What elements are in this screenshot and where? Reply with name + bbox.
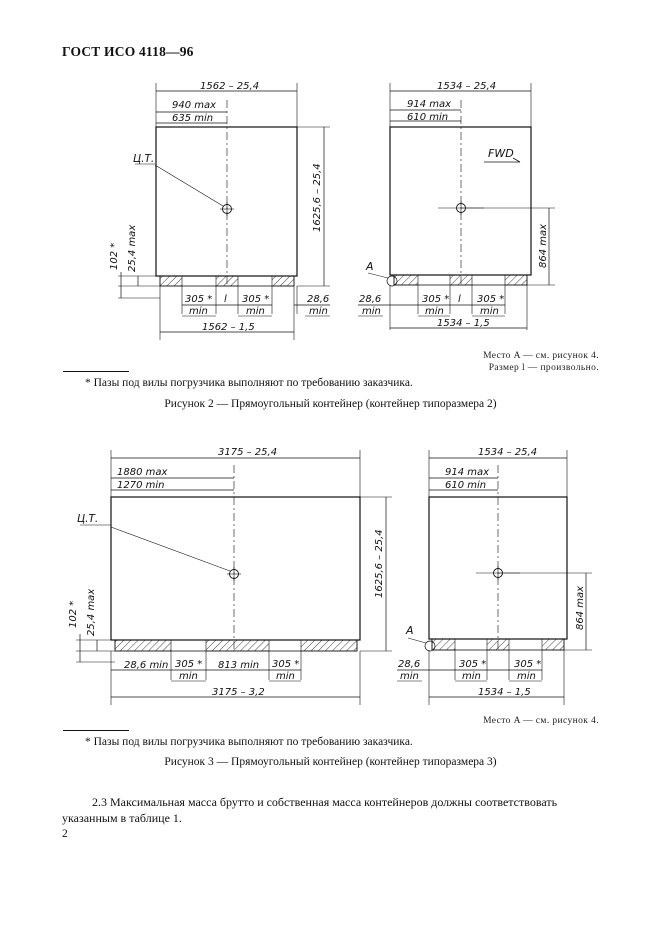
fig3r-end-min: min <box>400 671 419 682</box>
fig2r-offset-min: 610 min <box>407 112 449 123</box>
fig3-note-1: Место A — см. рисунок 4. <box>483 716 599 726</box>
fig2l-overall-width: 1562 – 25,4 <box>200 81 260 92</box>
page-number: 2 <box>62 828 68 840</box>
fig2-footnote-rule <box>63 371 129 372</box>
fig2l-end-offset: 28,6 <box>307 294 330 305</box>
fig3l-pocket-a: 305 * <box>175 659 203 670</box>
fig2-caption: Рисунок 2 — Прямоугольный контейнер (контейнер типоразмера 2) <box>164 398 497 410</box>
fig3r-base-width: 1534 – 1,5 <box>478 687 531 698</box>
fig3-footnote-rule <box>63 730 129 731</box>
fig3r-offset-max: 914 max <box>445 467 490 478</box>
fig2r-pocket-min-b: min <box>480 306 499 317</box>
fig3l-fork-clearance: 25,4 max <box>86 588 97 636</box>
fig2r-overall-width: 1534 – 25,4 <box>437 81 497 92</box>
section-paragraph: 2.3 Максимальная масса брутто и собственная масса контейнеров должны соответствовать указанным в таблице 1. <box>62 795 558 825</box>
fig3l-pocket-min-b: min <box>276 671 295 682</box>
fig2l-offset-min: 635 min <box>172 113 214 124</box>
fig3-left-view <box>68 447 392 705</box>
fig3l-offset-min: 1270 min <box>117 480 165 491</box>
fig2r-end-offset: 28,6 <box>359 294 382 305</box>
fig2r-base-width: 1534 – 1,5 <box>437 318 490 329</box>
fig2l-pocket-min-b: min <box>246 306 265 317</box>
fig3r-height-max: 864 max <box>575 585 586 630</box>
fig2r-l-label: l <box>458 294 461 305</box>
fig2r-offset-max: 914 max <box>407 99 452 110</box>
fig2-note-1: Место A — см. рисунок 4. <box>483 351 599 361</box>
fig3r-pocket-min-a: min <box>462 671 481 682</box>
fig3l-fork-height: 102 * <box>68 600 79 628</box>
fig2-footnote: * Пазы под вилы погрузчика выполняют по требованию заказчика. <box>85 377 413 389</box>
fig3-caption: Рисунок 3 — Прямоугольный контейнер (контейнер типоразмера 3) <box>164 756 497 768</box>
fig3l-base-width: 3175 – 3,2 <box>212 687 265 698</box>
fig2-right-view <box>358 81 555 330</box>
fig3l-center-width: 813 min <box>218 660 260 671</box>
fig2l-cg-label: Ц.Т. <box>133 153 155 165</box>
fig2r-detail-a: A <box>366 260 374 273</box>
fig2l-offset-max: 940 max <box>172 100 217 111</box>
fig3l-overall-width: 3175 – 25,4 <box>218 447 278 458</box>
fig3l-height: 1625,6 – 25,4 <box>374 529 385 598</box>
fig3r-pocket-b: 305 * <box>514 659 542 670</box>
document-header: ГОСТ ИСО 4118—96 <box>62 44 194 59</box>
fig3-right-view <box>397 447 592 705</box>
fig3l-pocket-min-a: min <box>179 671 198 682</box>
fig2l-end-min: min <box>309 306 328 317</box>
fig2r-end-min: min <box>362 306 381 317</box>
fig3r-detail-a: A <box>406 624 414 637</box>
fig3l-end-offset: 28,6 min <box>124 660 169 671</box>
fig2l-pocket-b: 305 * <box>242 294 270 305</box>
fig2l-pocket-min-a: min <box>189 306 208 317</box>
fig2r-pocket-min-a: min <box>425 306 444 317</box>
fig3r-pocket-min-b: min <box>517 671 536 682</box>
fig3l-offset-max: 1880 max <box>117 467 168 478</box>
fig3r-end-offset: 28,6 <box>398 659 421 670</box>
fig2r-pocket-b: 305 * <box>477 294 505 305</box>
fig2-left-view <box>109 81 330 340</box>
fig2l-height: 1625,6 – 25,4 <box>312 163 323 232</box>
fig2l-fork-clearance: 25,4 max <box>127 224 138 272</box>
fig3r-pocket-a: 305 * <box>459 659 487 670</box>
fig3-footnote: * Пазы под вилы погрузчика выполняют по требованию заказчика. <box>85 736 413 748</box>
fig2r-height-max: 864 max <box>538 223 549 268</box>
fig2-note-2: Размер l — произвольно. <box>488 363 599 373</box>
fig2l-base-width: 1562 – 1,5 <box>202 322 255 333</box>
fig2r-pocket-a: 305 * <box>422 294 450 305</box>
fig2l-fork-height: 102 * <box>109 242 120 270</box>
fig3r-overall-width: 1534 – 25,4 <box>478 447 538 458</box>
fig2l-l-label: l <box>224 294 227 305</box>
fig3r-offset-min: 610 min <box>445 480 487 491</box>
fig3l-pocket-b: 305 * <box>272 659 300 670</box>
fig3l-cg-label: Ц.Т. <box>77 513 99 525</box>
fig2l-pocket-a: 305 * <box>185 294 213 305</box>
fig2r-fwd-label: FWD <box>488 147 514 160</box>
